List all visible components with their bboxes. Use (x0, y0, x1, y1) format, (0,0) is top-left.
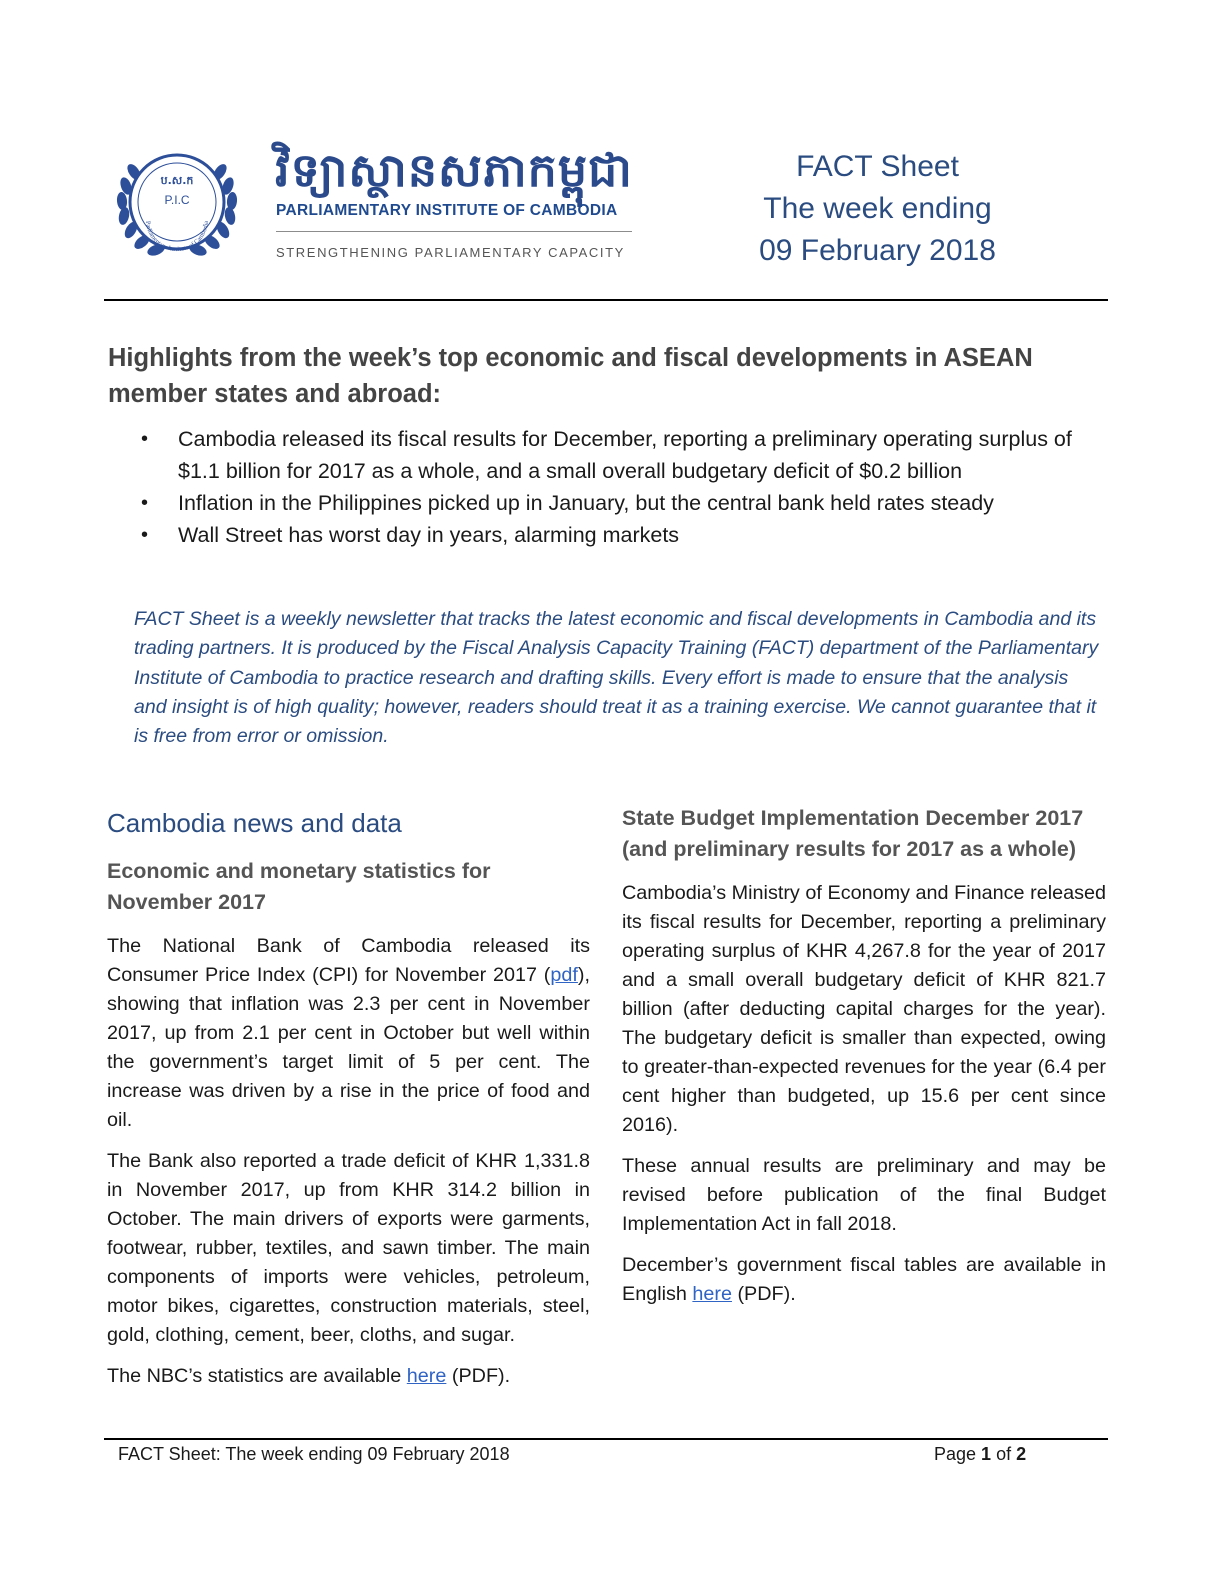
seal-monogram: P.I.C (164, 193, 190, 207)
highlight-item: • Wall Street has worst day in years, alarming markets (141, 519, 1106, 551)
article-paragraph: Cambodia’s Ministry of Economy and Finance released its fiscal results for December, reporting a preliminary operating surplus of KHR 4,267.8 for the year of 2017 and a small overall budgetary deficit of KHR 821.7 billion (after deducting capital charges for the year). The budgetary deficit is smaller than expected, owing to greater-than-expected revenues for the year (6.4 per cent higher than budgeted, up 15.6 per cent since 2016). (622, 882, 1106, 1136)
newsletter-intro: FACT Sheet is a weekly newsletter that tracks the latest economic and fiscal developments in Cambodia and its trading partners. It is produced by the Fiscal Analysis Capacity Training (FACT) department of the Parliamentary Institute of Cambodia to practice research and drafting skills. Every effort is made to ensure that the analysis and insight is of high quality; however, readers should treat it as a training exercise. We cannot guarantee that it is free from error or omission. (134, 608, 1099, 748)
article-paragraph (107, 932, 590, 1135)
article-paragraph: These annual results are preliminary and may be revised before publication of the final Budget Implementation Act in fall 2018. (622, 1155, 1106, 1235)
highlight-item: • Cambodia released its fiscal results for December, reporting a preliminary operating surplus of $1.1 billion for 2017 as a whole, and a small overall budgetary deficit of $0.2 billion (141, 423, 1106, 487)
page-of: of (991, 1444, 1017, 1464)
fact-title-line2: The week ending (763, 192, 992, 225)
page-number (934, 1444, 1026, 1465)
fact-sheet-title (735, 146, 1020, 272)
paragraph-text: (PDF). (731, 1283, 796, 1305)
article-heading: Economic and monetary statistics for November 2017 (107, 859, 491, 914)
khmer-institute-name: វិទ្យាស្ថានសភាកម្ពុជា (275, 143, 633, 197)
total-pages: 2 (1016, 1444, 1027, 1464)
page-label: Page (934, 1444, 982, 1464)
highlight-item: • Inflation in the Philippines picked up in January, but the central bank held rates steady (141, 487, 1106, 519)
footer-title: FACT Sheet: The week ending 09 February 2018 (118, 1444, 510, 1464)
highlights-heading: Highlights from the week’s top economic and fiscal developments in ASEAN member states and abroad: (108, 344, 1033, 408)
right-column (622, 803, 1106, 1321)
fact-title-line3: 09 February 2018 (759, 234, 996, 267)
institute-tagline: STRENGTHENING PARLIAMENTARY CAPACITY (276, 245, 625, 260)
seal-top-text: ប.ស.ក (160, 174, 194, 187)
fact-title-line1: FACT Sheet (796, 150, 959, 183)
current-page: 1 (981, 1444, 992, 1464)
paragraph-text: (PDF). (446, 1365, 511, 1387)
article-paragraph (107, 1362, 590, 1391)
article-paragraph (622, 1251, 1106, 1309)
article-paragraph: The Bank also reported a trade deficit of KHR 1,331.8 in November 2017, up from KHR 314.2 billion in October. The main drivers of exports were garments, footwear, rubber, textiles, and sawn timber. The main components of imports were vehicles, petroleum, motor bikes, cigarettes, construction materials, steel, gold, clothing, cement, beer, cloths, and sugar. (107, 1150, 590, 1346)
institute-seal-logo (112, 142, 242, 264)
paragraph-text: December’s government fiscal tables are available in English (622, 1254, 1106, 1305)
footer-divider (104, 1438, 1108, 1440)
paragraph-text: ), showing that inflation was 2.3 per cent in November 2017, up from 2.1 per cent in October but well within the government’s target limit of 5 per cent. The increase was driven by a rise in the price of food and oil. (107, 964, 590, 1131)
article-heading: State Budget Implementation December 2017 (and preliminary results for 2017 as a whole) (622, 806, 1084, 861)
left-column (107, 805, 590, 1403)
header-divider (104, 299, 1108, 301)
fiscal-tables-link[interactable]: here (692, 1283, 732, 1305)
institute-name: PARLIAMENTARY INSTITUTE OF CAMBODIA (276, 202, 618, 219)
logo-divider (276, 231, 632, 232)
section-title: Cambodia news and data (107, 808, 402, 838)
cpi-pdf-link[interactable]: pdf (550, 964, 578, 986)
paragraph-text: The National Bank of Cambodia released its Consumer Price Index (CPI) for November 2017 ( (107, 935, 590, 986)
highlights-list (141, 423, 1106, 551)
nbc-statistics-link[interactable]: here (406, 1365, 447, 1387)
seal-ring-text: Parliamentary Institute of Cambodia (143, 220, 211, 254)
paragraph-text: The NBC’s statistics are available (107, 1365, 407, 1387)
